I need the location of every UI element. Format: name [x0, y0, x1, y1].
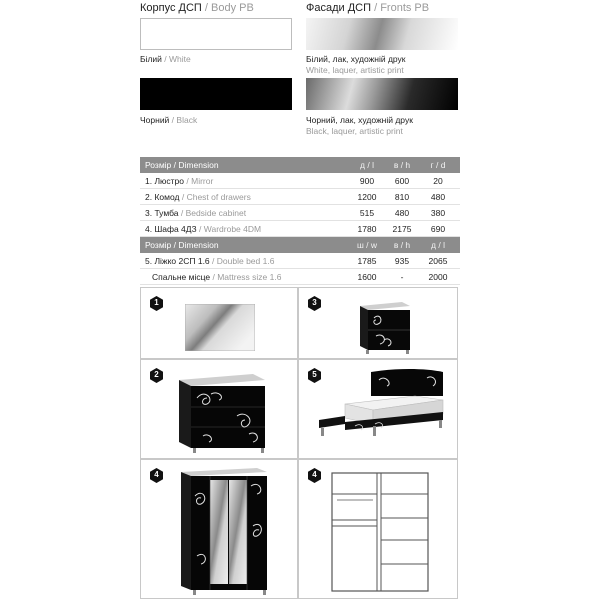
- black-gloss-line2: Black, laquer, artistic print: [306, 126, 403, 136]
- black-name-ua: Чорний: [140, 115, 170, 125]
- header-1-col-1: д / l: [360, 160, 374, 170]
- number-badge: 1: [149, 296, 164, 311]
- header-2-col-3: д / l: [431, 240, 445, 250]
- dimension-header-1: [140, 157, 460, 173]
- fronts-title-sep: /: [371, 2, 381, 14]
- gallery-cell-double-bed: [298, 359, 458, 459]
- fronts-title-en: Fronts PB: [380, 2, 430, 14]
- table-row: 2. Комод / Chest of drawers 1200 810 480: [140, 189, 460, 205]
- header-1-col-3: г / d: [430, 160, 446, 170]
- body-title-en: Body PB: [211, 2, 254, 14]
- black-sep: /: [169, 115, 177, 125]
- gallery-cell-mirror: [140, 287, 298, 359]
- white-gloss-swatch: [306, 18, 458, 50]
- white-sep: /: [161, 54, 170, 64]
- white-name-ua: Білий: [140, 54, 162, 64]
- table-row: 3. Тумба / Bedside cabinet 515 480 380: [140, 205, 460, 221]
- white-gloss-label: [306, 54, 406, 76]
- header-1-col-2: в / h: [393, 160, 411, 170]
- gallery-cell-wardrobe: [140, 459, 298, 599]
- black-swatch-label: [140, 115, 197, 126]
- white-swatch-label: [140, 54, 191, 65]
- header-2-col-1: ш / w: [356, 240, 378, 250]
- number-badge: 3: [307, 296, 322, 311]
- mirror-illustration: [185, 304, 255, 351]
- black-gloss-swatch: [306, 78, 458, 110]
- fronts-title-ua: Фасади ДСП: [306, 2, 372, 14]
- black-gloss-line1: Чорний, лак, художній друк: [306, 115, 413, 125]
- table-row: 5. Ліжко 2СП 1.6 / Double bed 1.6 1785 935 2065: [140, 253, 460, 269]
- body-material-title: [140, 2, 254, 14]
- header-1-label: Розмір / Dimension: [145, 160, 219, 170]
- bedside-cabinet-illustration: [354, 296, 414, 356]
- table-row: 1. Люстро / Mirror 900 600 20: [140, 173, 460, 189]
- fronts-material-title: [306, 2, 429, 14]
- body-title-ua: Корпус ДСП: [140, 2, 202, 14]
- wardrobe-interior-diagram: [331, 472, 431, 594]
- black-swatch: [140, 78, 292, 110]
- body-title-sep: /: [201, 2, 212, 14]
- gallery-cell-chest-of-drawers: [140, 359, 298, 459]
- number-badge: 2: [149, 368, 164, 383]
- number-badge: 4: [149, 468, 164, 483]
- black-gloss-label: [306, 115, 413, 137]
- black-name-en: Black: [176, 115, 198, 125]
- white-gloss-line2: White, laquer, artistic print: [306, 65, 404, 75]
- table-row: 4. Шафа 4ДЗ / Wardrobe 4DM 1780 2175 690: [140, 221, 460, 237]
- white-swatch: [140, 18, 292, 50]
- table-row: Спальне місце / Mattress size 1.6 1600 - 2000: [140, 269, 460, 285]
- number-badge: 5: [307, 368, 322, 383]
- header-2-label: Розмір / Dimension: [145, 240, 219, 250]
- header-2-col-2: в / h: [393, 240, 411, 250]
- double-bed-illustration: [315, 366, 453, 456]
- chest-of-drawers-illustration: [175, 370, 267, 454]
- white-name-en: White: [169, 54, 191, 64]
- wardrobe-illustration: [175, 466, 271, 596]
- gallery-cell-wardrobe-interior: [298, 459, 458, 599]
- number-badge: 4: [307, 468, 322, 483]
- white-gloss-line1: Білий, лак, художній друк: [306, 54, 406, 64]
- gallery-cell-bedside-cabinet: [298, 287, 458, 359]
- dimension-header-2: [140, 237, 460, 253]
